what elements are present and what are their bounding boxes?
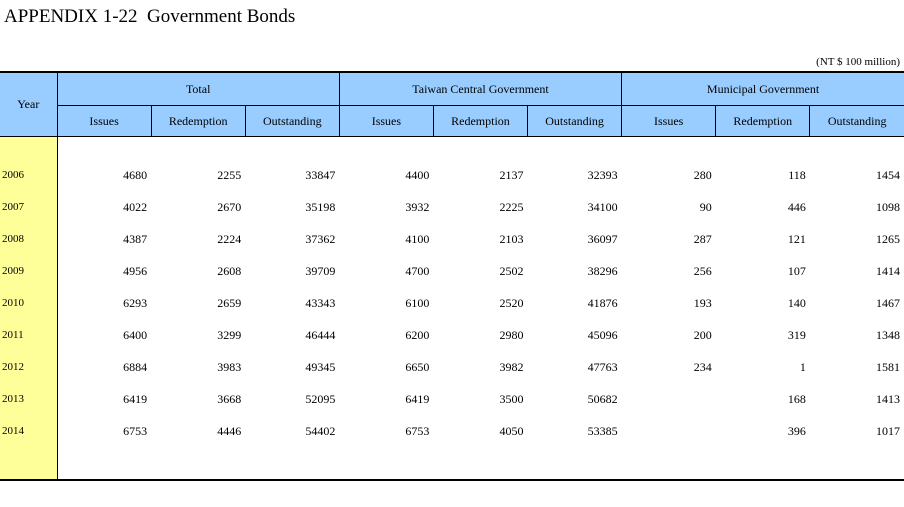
value-cell: 32393 (587, 167, 618, 182)
value-cell: 46444 (305, 327, 336, 342)
value-cell: 6650 (405, 359, 430, 374)
value-cell: 107 (787, 263, 806, 278)
value-cell: 6753 (123, 423, 148, 438)
value-cell: 2670 (217, 199, 242, 214)
table-row (0, 255, 904, 287)
value-cell: 1414 (876, 263, 900, 278)
value-cell: 54402 (305, 423, 336, 438)
value-cell: 446 (787, 199, 806, 214)
value-cell: 256 (693, 263, 712, 278)
column-header: Outstanding (245, 106, 339, 137)
value-cell: 2255 (217, 167, 242, 182)
value-cell: 1 (799, 359, 806, 374)
value-cell: 118 (788, 167, 806, 182)
table-row (0, 383, 904, 415)
value-cell: 200 (693, 327, 712, 342)
year-cell-spacer (0, 137, 57, 160)
value-cell: 1017 (876, 423, 900, 438)
value-cell (622, 415, 716, 447)
value-cell: 140 (787, 295, 806, 310)
year-cell: 2012 (0, 351, 57, 383)
year-cell: 2006 (0, 159, 57, 191)
table-row (0, 415, 904, 447)
value-cell: 4446 (217, 423, 242, 438)
value-cell: 4400 (405, 167, 430, 182)
value-cell: 1581 (876, 359, 900, 374)
value-cell: 53385 (587, 423, 618, 438)
spacer-cell (57, 137, 904, 160)
value-cell: 3668 (217, 391, 242, 406)
column-header: Redemption (716, 106, 810, 137)
value-cell: 1348 (876, 327, 900, 342)
group-header-total: Total (57, 72, 339, 106)
value-cell: 4022 (123, 199, 148, 214)
value-cell: 1454 (876, 167, 900, 182)
value-cell: 4680 (123, 167, 148, 182)
table-row (0, 319, 904, 351)
year-cell-spacer (0, 447, 57, 480)
table-body (0, 137, 904, 481)
column-header: Outstanding (810, 106, 904, 137)
table-row (0, 287, 904, 319)
value-cell: 2224 (217, 231, 242, 246)
column-header: Outstanding (528, 106, 622, 137)
value-cell: 90 (699, 199, 712, 214)
value-cell: 193 (693, 295, 712, 310)
value-cell: 4387 (123, 231, 148, 246)
value-cell: 41876 (587, 295, 618, 310)
table-row (0, 191, 904, 223)
value-cell: 2659 (217, 295, 242, 310)
year-cell: 2007 (0, 191, 57, 223)
value-cell: 2502 (499, 263, 524, 278)
value-cell: 1265 (876, 231, 900, 246)
value-cell: 2103 (499, 231, 524, 246)
value-cell: 1413 (876, 391, 900, 406)
table-row (0, 223, 904, 255)
column-header: Issues (622, 106, 716, 137)
value-cell: 2608 (217, 263, 242, 278)
year-cell: 2014 (0, 415, 57, 447)
year-cell: 2010 (0, 287, 57, 319)
value-cell: 6100 (405, 295, 430, 310)
value-cell: 36097 (587, 231, 618, 246)
table-row (0, 159, 904, 191)
value-cell: 121 (787, 231, 806, 246)
value-cell: 234 (693, 359, 712, 374)
value-cell: 47763 (587, 359, 618, 374)
value-cell: 34100 (587, 199, 618, 214)
column-header: Redemption (433, 106, 527, 137)
year-column-header: Year (0, 72, 57, 137)
value-cell: 1467 (876, 295, 900, 310)
year-cell: 2008 (0, 223, 57, 255)
value-cell: 4100 (405, 231, 430, 246)
value-cell: 37362 (305, 231, 336, 246)
value-cell: 4700 (405, 263, 430, 278)
value-cell: 4050 (499, 423, 524, 438)
value-cell: 43343 (305, 295, 336, 310)
value-cell: 4956 (123, 263, 148, 278)
value-cell: 319 (787, 327, 806, 342)
value-cell: 33847 (305, 167, 336, 182)
year-cell: 2011 (0, 319, 57, 351)
government-bonds-table (0, 71, 904, 481)
value-cell: 3932 (405, 199, 430, 214)
value-cell: 39709 (305, 263, 336, 278)
value-cell: 287 (693, 231, 712, 246)
value-cell: 45096 (587, 327, 618, 342)
value-cell: 6884 (123, 359, 148, 374)
value-cell: 52095 (305, 391, 336, 406)
year-cell: 2013 (0, 383, 57, 415)
value-cell: 2980 (499, 327, 524, 342)
value-cell (622, 383, 716, 415)
page-title: APPENDIX 1-22 Government Bonds (4, 6, 296, 27)
value-cell: 6419 (405, 391, 430, 406)
value-cell: 2520 (499, 295, 524, 310)
table-row (0, 351, 904, 383)
value-cell: 38296 (587, 263, 618, 278)
value-cell: 2225 (499, 199, 524, 214)
value-cell: 6753 (405, 423, 430, 438)
value-cell: 3982 (499, 359, 524, 374)
value-cell: 6293 (123, 295, 148, 310)
group-header-central: Taiwan Central Government (339, 72, 621, 106)
value-cell: 6200 (405, 327, 430, 342)
value-cell: 280 (693, 167, 712, 182)
value-cell: 3983 (217, 359, 242, 374)
value-cell: 1098 (876, 199, 900, 214)
value-cell: 49345 (305, 359, 336, 374)
column-header: Issues (57, 106, 151, 137)
value-cell: 168 (787, 391, 806, 406)
column-header: Issues (339, 106, 433, 137)
column-header: Redemption (151, 106, 245, 137)
value-cell: 50682 (587, 391, 618, 406)
value-cell: 6419 (123, 391, 148, 406)
value-cell: 396 (787, 423, 806, 438)
unit-note: (NT $ 100 million) (816, 56, 900, 68)
value-cell: 3299 (217, 327, 242, 342)
spacer-cell (57, 447, 904, 480)
value-cell: 6400 (123, 327, 148, 342)
value-cell: 35198 (305, 199, 336, 214)
value-cell: 2137 (499, 167, 524, 182)
value-cell: 3500 (499, 391, 524, 406)
group-header-municipal: Municipal Government (622, 72, 904, 106)
year-cell: 2009 (0, 255, 57, 287)
